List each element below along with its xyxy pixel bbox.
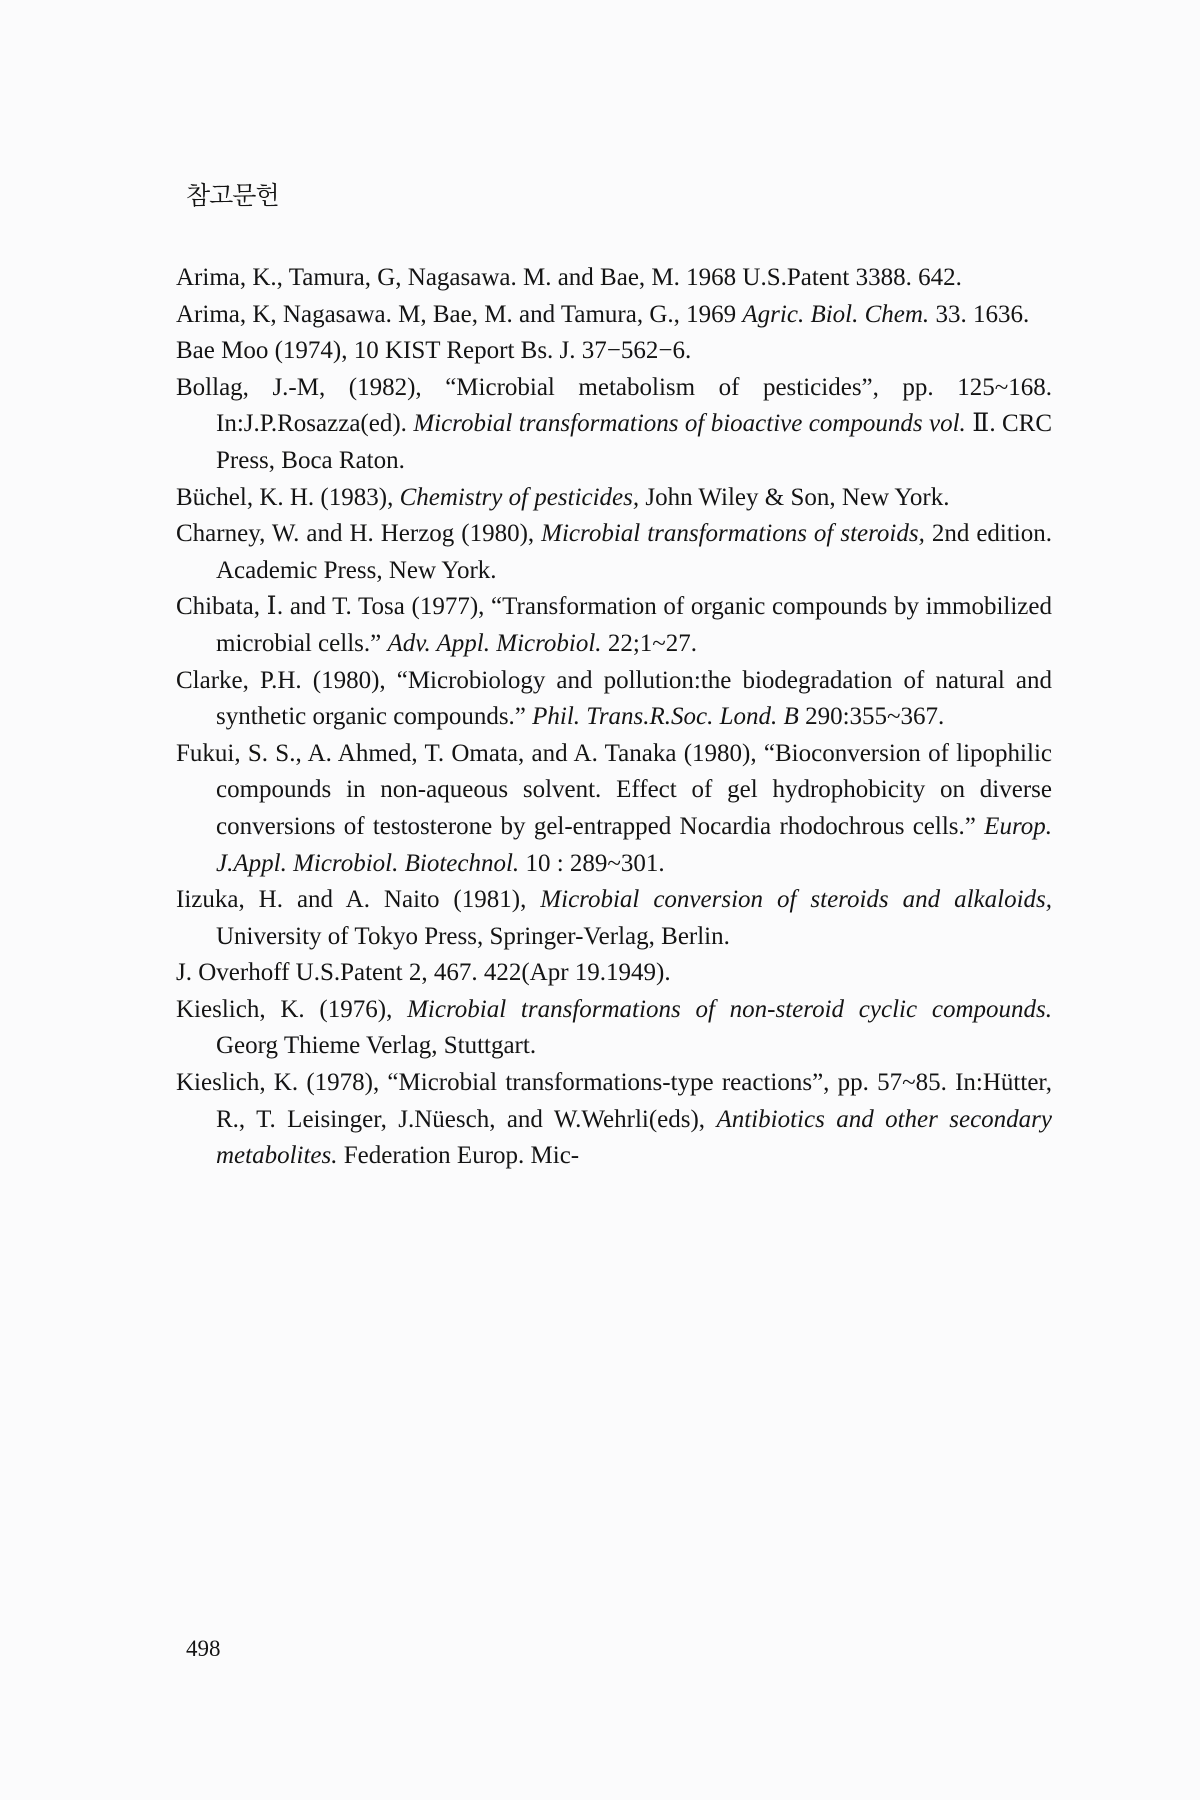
reference-italic-text: Antibiotics and other secondary metabolites. (216, 1105, 1052, 1170)
reference-text: Federation Europ. Mic- (337, 1142, 580, 1170)
reference-entry (176, 370, 1052, 480)
reference-entry (176, 1065, 1052, 1175)
reference-text: 10 : 289~301. (519, 849, 665, 877)
reference-text: 22;1~27. (601, 629, 698, 657)
reference-text: Georg Thieme Verlag, Stuttgart. (216, 1032, 537, 1060)
reference-text: Büchel, K. H. (1983), (176, 483, 400, 511)
reference-text: 33. 1636. (929, 300, 1030, 328)
reference-entry (176, 955, 1052, 992)
reference-entry (176, 516, 1052, 589)
section-title: 참고문헌 (186, 181, 279, 210)
reference-text: Kieslich, K. (1976), (176, 995, 408, 1023)
reference-text: Fukui, S. S., A. Ahmed, T. Omata, and A. Tanaka (1980), “Bioconversion of lipophilic compounds in non-aqueous solvent. Effect of gel hydrophobicity on diverse conversions of testosterone by gel-entrapped Nocardia rhodochrous cells.” (176, 739, 1052, 840)
reference-text: Bollag, J.-M, (1982), “Microbial metabolism of pesticides”, pp. 125~168. In:J.P.Rosazza(ed). (176, 373, 1052, 438)
reference-italic-text: Microbial conversion of steroids and alkaloids, (540, 886, 1052, 914)
reference-italic-text: Agric. Biol. Chem. (742, 300, 930, 328)
reference-text: Clarke, P.H. (1980), “Microbiology and pollution:the biodegradation of natural and synthetic organic compounds.” (176, 666, 1052, 731)
reference-text: J. Overhoff U.S.Patent 2, 467. 422(Apr 19.1949). (176, 959, 671, 987)
reference-text: Iizuka, H. and A. Naito (1981), (176, 886, 541, 914)
reference-text: Chibata, Ⅰ. and T. Tosa (1977), “Transformation of organic compounds by immobilized microbial cells.” (176, 593, 1052, 657)
reference-entry (176, 297, 1052, 334)
reference-text: 2nd edition. Academic Press, New York. (216, 520, 1052, 584)
reference-entry (176, 663, 1052, 736)
reference-text: University of Tokyo Press, Springer-Verlag, Berlin. (216, 922, 730, 950)
reference-entry (176, 992, 1052, 1065)
reference-list (176, 260, 1052, 1175)
reference-text: John Wiley & Son, New York. (639, 483, 950, 511)
reference-entry (176, 260, 1052, 297)
reference-text: Charney, W. and H. Herzog (1980), (176, 520, 542, 548)
reference-text: Bae Moo (1974), 10 KIST Report Bs. J. 37−562−6. (176, 337, 692, 365)
reference-text: Kieslich, K. (1978), “Microbial transformations-type reactions”, pp. 57~85. In:Hütter, R., T. Leisinger, J.Nüesch, and W.Wehrli(eds), (176, 1069, 1052, 1133)
reference-text: Ⅱ. CRC Press, Boca Raton. (216, 410, 1052, 474)
reference-entry (176, 736, 1052, 882)
reference-entry (176, 480, 1052, 517)
reference-entry (176, 333, 1052, 370)
reference-entry (176, 589, 1052, 662)
reference-italic-text: Chemistry of pesticides, (399, 483, 640, 511)
reference-text: 290:355~367. (798, 703, 945, 731)
reference-italic-text: Microbial transformations of steroids, (541, 520, 925, 548)
reference-text: Arima, K, Nagasawa. M, Bae, M. and Tamura, G., 1969 (176, 300, 743, 328)
reference-italic-text: Microbial transformations of non-steroid cyclic compounds. (407, 995, 1052, 1023)
reference-italic-text: Europ. J.Appl. Microbiol. Biotechnol. (216, 812, 1052, 877)
reference-italic-text: Phil. Trans.R.Soc. Lond. B (532, 703, 799, 731)
reference-text: Arima, K., Tamura, G, Nagasawa. M. and Bae, M. 1968 U.S.Patent 3388. 642. (176, 264, 962, 291)
page-number: 498 (186, 1636, 221, 1661)
reference-entry (176, 882, 1052, 955)
reference-italic-text: Adv. Appl. Microbiol. (387, 629, 602, 657)
reference-italic-text: Microbial transformations of bioactive compounds vol. (413, 410, 966, 438)
